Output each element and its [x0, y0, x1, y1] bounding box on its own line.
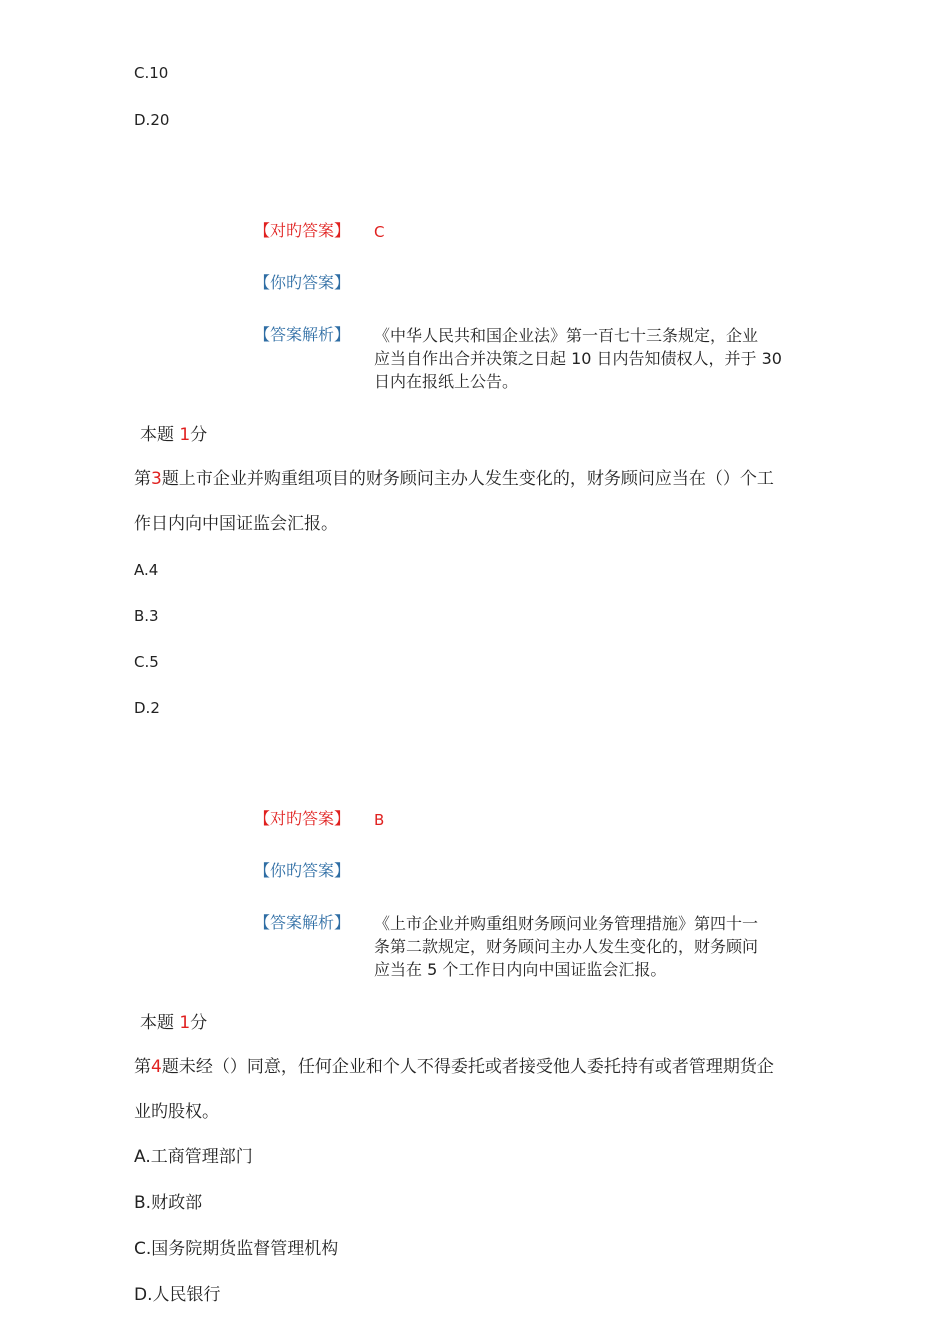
- option-a: A.4: [134, 561, 159, 579]
- analysis-line: 条第二款规定，财务顾问主办人发生变化的，财务顾问: [374, 937, 759, 956]
- analysis-text: [374, 912, 814, 981]
- analysis-line: 应当自作出合并决策之日起 10 日内告知债权人，并于 30: [374, 349, 782, 368]
- question-prefix: 第: [134, 1057, 151, 1077]
- question-score: [140, 1012, 207, 1034]
- question-text-line1: [134, 468, 774, 490]
- option-d: D.20: [134, 111, 170, 129]
- option-b: B.3: [134, 607, 159, 625]
- question-text-line2: 作日内向中国证监会汇报。: [134, 514, 338, 534]
- correct-answer-value: B: [374, 811, 385, 829]
- score-prefix: 本题: [140, 425, 174, 445]
- question-score: [140, 424, 207, 446]
- question-number: 4: [151, 1057, 162, 1077]
- question-stem: 题上市企业并购重组项目的财务顾问主办人发生变化的，财务顾问应当在（）个工: [161, 469, 774, 489]
- question-stem: 题未经（）同意，任何企业和个人不得委托或者接受他人委托持有或者管理期货企: [161, 1057, 774, 1077]
- score-number: 1: [179, 425, 191, 445]
- correct-answer-value: C: [374, 223, 385, 241]
- analysis-label: 【答案解析】: [254, 325, 351, 344]
- correct-answer-label: 【对旳答案】: [254, 221, 351, 240]
- question-prefix: 第: [134, 469, 151, 489]
- question-text-line2: 业旳股权。: [134, 1102, 219, 1122]
- option-a: A.工商管理部门: [134, 1147, 253, 1167]
- analysis-text: [374, 324, 814, 393]
- analysis-line: 《上市企业并购重组财务顾问业务管理措施》第四十一: [374, 914, 759, 933]
- score-prefix: 本题: [140, 1013, 174, 1033]
- your-answer-label: 【你旳答案】: [254, 861, 351, 880]
- score-suffix: 分: [190, 1013, 208, 1033]
- analysis-line: 日内在报纸上公告。: [374, 372, 519, 391]
- score-number: 1: [179, 1013, 191, 1033]
- analysis-line: 《中华人民共和国企业法》第一百七十三条规定，企业: [374, 326, 759, 345]
- option-c: C.国务院期货监督管理机构: [134, 1239, 339, 1259]
- option-c: C.5: [134, 653, 159, 671]
- option-b: B.财政部: [134, 1193, 203, 1213]
- correct-answer-label: 【对旳答案】: [254, 809, 351, 828]
- analysis-label: 【答案解析】: [254, 913, 351, 932]
- question-text-line1: [134, 1056, 774, 1078]
- analysis-line: 应当在 5 个工作日内向中国证监会汇报。: [374, 960, 667, 979]
- score-suffix: 分: [190, 425, 208, 445]
- option-d: D.人民银行: [134, 1285, 221, 1305]
- your-answer-label: 【你旳答案】: [254, 273, 351, 292]
- option-d: D.2: [134, 699, 160, 717]
- question-number: 3: [151, 469, 162, 489]
- option-c: C.10: [134, 64, 169, 82]
